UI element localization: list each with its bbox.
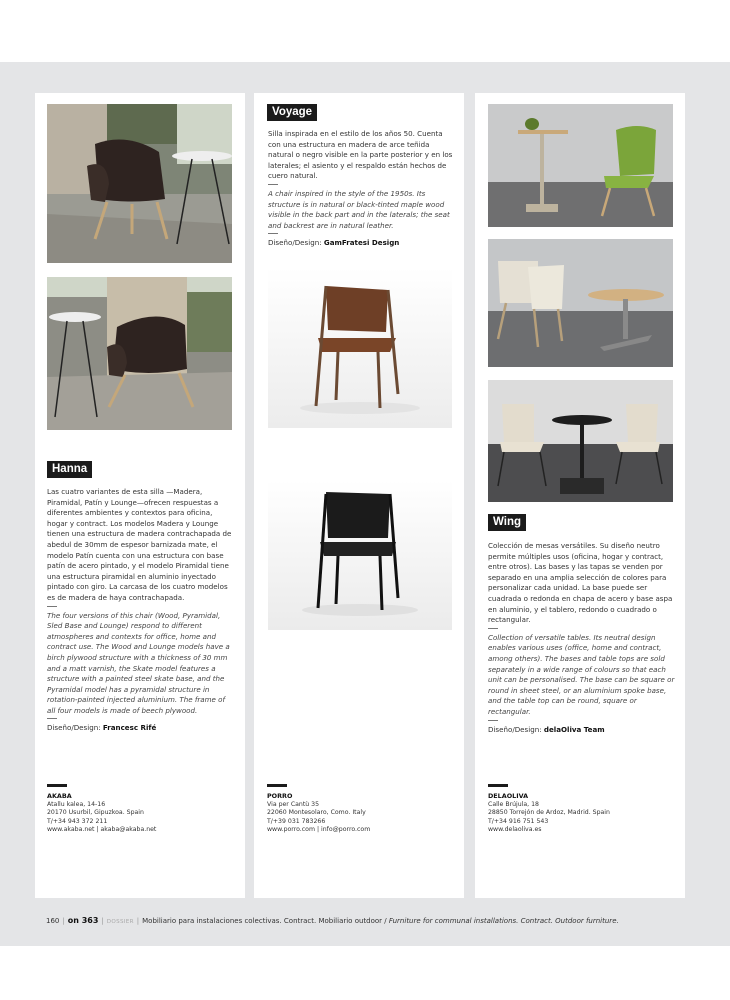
delaoliva-web: www.delaoliva.es — [488, 826, 542, 834]
hanna-description — [47, 487, 235, 736]
design-label: Diseño/Design: — [488, 724, 542, 734]
porro-address-2: 22060 Montesolaro, Como. Italy — [267, 809, 366, 817]
porro-contact — [267, 784, 447, 835]
akaba-address-2: 20170 Usurbil, Gipuzkoa. Spain — [47, 809, 144, 817]
akaba-name: AKABA — [47, 792, 72, 800]
wing-text-es: Colección de mesas versátiles. Su diseño neutro permite múltiples usos (oficina, hogar y contract, entre otros). Las bases y las tapas se venden por separado en una amplia selección de colores para personalizar cada unidad. La base puede ser cuadrada o redonda en chapa de acero y base aspa en aluminio, y el tablero, redondo o cuadrado o rectangular. — [488, 541, 673, 625]
hanna-photo-column — [47, 277, 232, 430]
wing-description — [488, 541, 678, 737]
design-label: Diseño/Design: — [47, 723, 101, 733]
voyage-product-tag: Voyage — [267, 104, 317, 121]
voyage-description — [268, 129, 456, 251]
divider — [488, 628, 498, 629]
delaoliva-address-1: Calle Brújula, 18 — [488, 800, 539, 808]
akaba-address-1: Atallu kalea, 14-16 — [47, 800, 106, 808]
section-label: DOSSIER — [106, 919, 134, 925]
delaoliva-contact — [488, 784, 668, 835]
hanna-text-en: The four versions of this chair (Wood, Pyramidal, Sled Base and Lounge) respond to different atmospheres and contexts for office, home and contract use. The Wood and Lounge models have a birch plywood structure with a thickness of 30 mm and a matt varnish, the Skate model features a structure with a painted steel skate base, and the Pyramidal model has a pyramidal structure in rotation-painted injected aluminium. The frame of all four models is made of beech plywood. — [47, 610, 230, 715]
footer-separator: | — [136, 917, 140, 925]
footer-title-es: Mobiliario para instalaciones colectivas. Contract. Mobiliario outdoor / — [142, 917, 387, 925]
wing-product-tag: Wing — [488, 514, 526, 531]
wing-designer: delaOliva Team — [543, 724, 605, 734]
magazine-issue: on 363 — [67, 916, 99, 925]
hanna-designer: Francesc Rifé — [102, 723, 157, 733]
design-label: Diseño/Design: — [268, 238, 322, 248]
hanna-product-tag: Hanna — [47, 461, 92, 478]
contact-bar — [488, 784, 508, 787]
porro-address-1: Via per Cantù 35 — [267, 800, 320, 808]
delaoliva-address-2: 28850 Torrejón de Ardoz, Madrid. Spain — [488, 809, 610, 817]
delaoliva-name: DELAOLIVA — [488, 792, 529, 800]
footer-separator: | — [62, 917, 65, 925]
voyage-text-es: Silla inspirada en el estilo de los años 50. Cuenta con una estructura en madera de arce teñida natural o negro visible en la parte posterior y en los laterales; el asiento y el respaldo están hechos de cuero natural. — [268, 129, 453, 181]
divider — [47, 718, 57, 719]
voyage-design-credit — [268, 238, 456, 249]
porro-name: PORRO — [267, 792, 293, 800]
porro-phone: T/+39 031 783266 — [267, 817, 326, 825]
wing-photo-white-chairs — [488, 239, 673, 367]
footer-separator: | — [101, 917, 104, 925]
hanna-design-credit — [47, 723, 235, 734]
voyage-designer: GamFratesi Design — [323, 238, 400, 248]
voyage-photo-brown-chair — [268, 268, 452, 428]
wing-text-en: Collection of versatile tables. Its neutral design enables various uses (office, home and contract, among others). The bases and table tops are sold separately in a wide range of colours so that each unit can be personalised. The base can be square or round in sheet steel, or an aluminium spoke base, and the table top can be round, square or rectangular. — [488, 632, 675, 716]
voyage-text-en: A chair inspired in the style of the 1950s. Its structure is in natural or black-tinted maple wood visible in the back part and in the laterals; the seat and backrest are in natural leather. — [268, 188, 450, 230]
divider — [268, 233, 278, 234]
porro-web: www.porro.com | info@porro.com — [267, 826, 371, 834]
akaba-phone: T/+34 943 372 211 — [47, 817, 108, 825]
divider — [268, 184, 278, 185]
divider — [488, 720, 498, 721]
akaba-web: www.akaba.net | akaba@akaba.net — [47, 826, 157, 834]
delaoliva-phone: T/+34 916 751 543 — [488, 817, 549, 825]
voyage-photo-black-chair — [268, 480, 452, 630]
contact-bar — [267, 784, 287, 787]
wing-photo-dark-table — [488, 380, 673, 502]
hanna-text-es: Las cuatro variantes de esta silla —Madera, Piramidal, Patín y Lounge—ofrecen respuestas a diferentes ambientes y contextos para oficina, hogar y contract. Los modelos Madera y Lounge tienen una estructura de madera contrachapada de abedul de 30mm de espesor barnizada mate, el modelo Patín cuenta con una estructura con base patín de acero pintado, y el modelo Piramidal tiene una estructura piramidal en aluminio inyectado pintado con giro. La carcasa de los cuatro modelos es de madera de haya contrachapada. — [47, 487, 232, 602]
wing-design-credit — [488, 725, 678, 736]
contact-bar — [47, 784, 67, 787]
wing-photo-green-chair — [488, 104, 673, 227]
hanna-photo-terrace — [47, 104, 232, 263]
divider — [47, 606, 57, 607]
footer-title-en: Furniture for communal installations. Contract. Outdoor furniture. — [388, 917, 619, 925]
akaba-contact — [47, 784, 227, 835]
page-number: 160 — [46, 917, 60, 925]
page-footer — [46, 916, 619, 925]
